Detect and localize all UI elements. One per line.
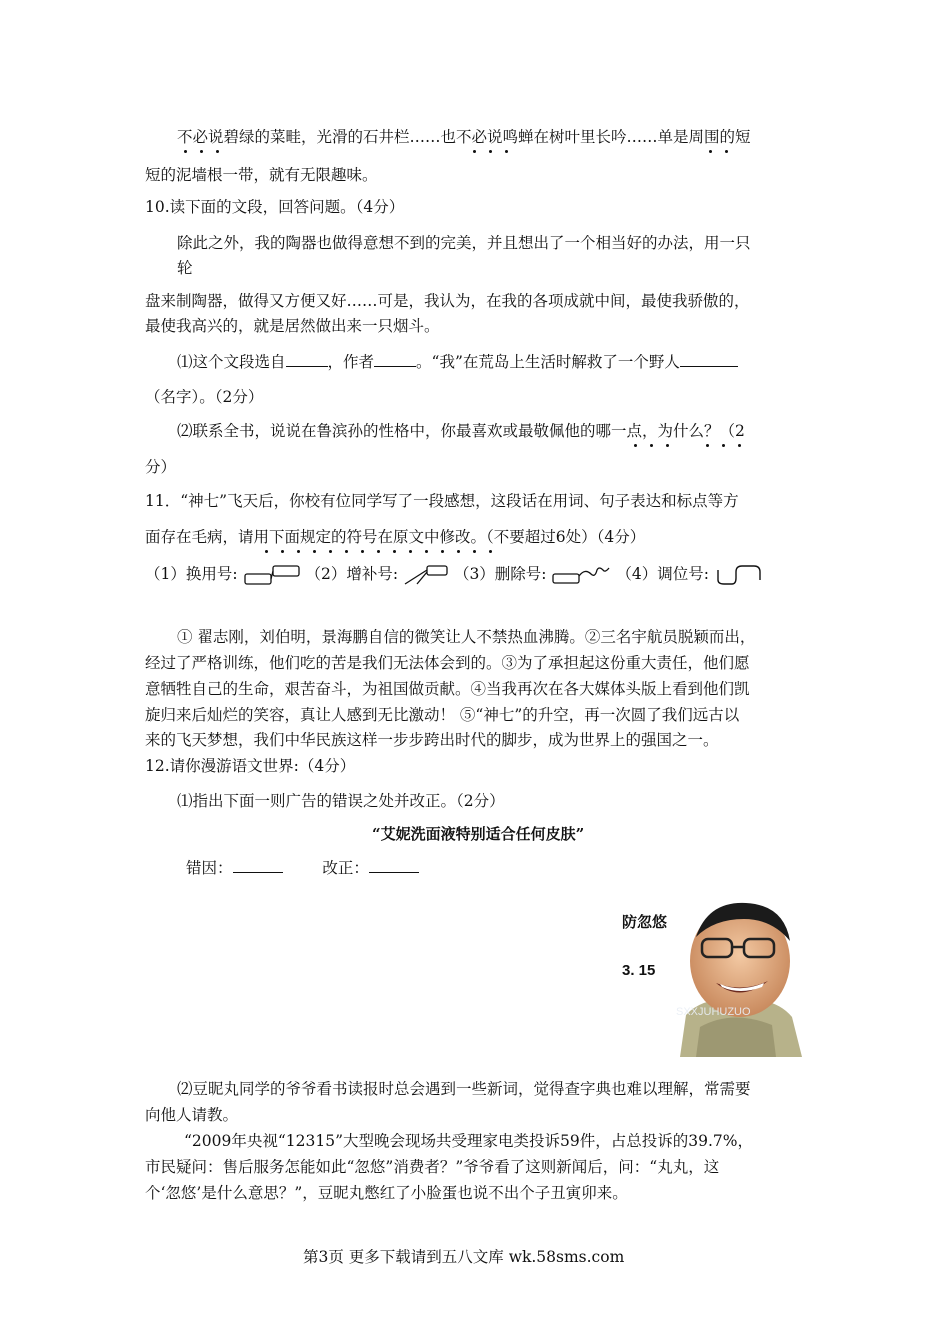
q12-sub2-line-1: ⑵豆昵丸同学的爷爷看书读报时总会遇到一些新词，觉得查字典也难以理解，常需要 — [177, 1080, 751, 1098]
q11-para-4: 旋归来后灿烂的笑容，真让人感到无比激动！ ⑤“神七”的升空，再一次圆了我们远古以 — [145, 706, 740, 724]
ad-slogan: “艾妮洗面液特别适合任何皮肤” — [372, 825, 585, 843]
news-line-2: 市民疑问：售后服务怎能如此“忽悠”消费者？”爷爷看了这则新闻后，问：“丸丸，这 — [145, 1158, 720, 1176]
q11-para-5: 来的飞天梦想，我们中华民族这样一步步跨出时代的脚步，成为世界上的强国之一。 — [145, 731, 719, 749]
news-line-3: 个‘忽悠’是什么意思？”，豆昵丸憋红了小脸蛋也说不出个子丑寅卯来。 — [145, 1184, 628, 1202]
book-title-blank[interactable] — [286, 350, 328, 367]
sym-insert-label: （2）增补号: — [305, 565, 399, 583]
q10-passage-line-1: 除此之外，我的陶器也做得意想不到的完美，并且想出了一个相当好的办法，用一只 — [177, 234, 751, 252]
q12-sub1: ⑴指出下面一则广告的错误之处并改正。（2分） — [177, 792, 505, 810]
portrait-watermark: SXXJUHUZUO — [676, 1006, 751, 1018]
correction-label: 改正： — [322, 859, 369, 877]
q10-passage-line-1b: 轮 — [177, 259, 193, 277]
sym-delete-label: （3）删除号: — [453, 565, 547, 583]
q10-sub2: ⑵联系全书，说说在鲁滨孙的性格中，你最喜欢或最敬佩他的哪一点，为什么？（2 — [177, 422, 745, 440]
sym-swap-label: （4）调位号: — [616, 565, 709, 583]
error-reason-label: 错因： — [186, 859, 233, 877]
q10-title: 10.读下面的文段，回答问题。（4分） — [145, 198, 405, 216]
quote-line-1: 不必说碧绿的菜畦，光滑的石井栏……也不必说鸣蝉在树叶里长吟……单是周围的短 — [177, 128, 751, 146]
q11-para-1: ① 翟志刚，刘伯明，景海鹏自信的微笑让人不禁热血沸腾。②三名宇航员脱颖而出， — [177, 628, 756, 646]
author-blank[interactable] — [374, 350, 416, 367]
news-line-1: “2009年央视“12315”大型晚会现场共受理家电类投诉59件，占总投诉的39.7%， — [184, 1132, 753, 1150]
insert-mark-icon — [403, 564, 449, 586]
q11-para-3: 意牺牲自己的生命，艰苦奋斗，为祖国做贡献。④当我再次在各大媒体头版上看到他们凯 — [145, 680, 750, 698]
q11-line-1: 11．“神七”飞天后，你校有位同学写了一段感想，这段话在用词、句子表达和标点等方 — [145, 492, 739, 510]
q10-sub1-end: （名字）。（2分） — [145, 388, 264, 406]
q12-sub2-line-2: 向他人请教。 — [145, 1106, 239, 1124]
q10-sub1-text-a: ⑴这个文段选自 — [177, 353, 286, 371]
q10-passage-line-3: 最使我高兴的，就是居然做出来一只烟斗。 — [145, 317, 440, 335]
q11-line-2: 面存在毛病，请用下面规定的符号在原文中修改。（不要超过6处）（4分） — [145, 528, 646, 546]
q12-title: 12.请你漫游语文世界:（4分） — [145, 757, 356, 775]
q10-sub1-text-b: ，作者 — [327, 353, 375, 371]
photo-caption-2: 3. 15 — [622, 962, 656, 979]
correction-blank[interactable] — [369, 856, 419, 873]
swap-mark-icon — [714, 564, 764, 586]
photo-caption-1: 防忽悠 — [622, 914, 668, 931]
delete-mark-icon — [551, 564, 611, 586]
q11-para-2: 经过了严格训练，他们吃的苦是我们无法体会到的。③为了承担起这份重大责任，他们愿 — [145, 654, 750, 672]
q10-sub2-end: 分） — [145, 458, 177, 476]
q12-answer-row — [186, 856, 419, 879]
man-portrait-image — [672, 897, 804, 1057]
quote-line-2: 短的泥墙根一带，就有无限趣味。 — [145, 166, 378, 184]
page-footer: 第3页 更多下载请到五八文库 wk.58sms.com — [303, 1248, 625, 1266]
sym-replace-label: （1）换用号: — [145, 565, 238, 583]
savage-name-blank[interactable] — [680, 350, 738, 367]
error-reason-blank[interactable] — [233, 856, 283, 873]
q11-symbols — [145, 563, 764, 586]
q10-sub1-text-c: 。“我”在荒岛上生活时解救了一个野人 — [416, 353, 680, 371]
q10-passage-line-2: 盘来制陶器，做得又方便又好……可是，我认为，在我的各项成就中间，最使我骄傲的， — [145, 292, 750, 310]
q10-sub1 — [177, 350, 738, 373]
replace-mark-icon — [243, 564, 301, 586]
